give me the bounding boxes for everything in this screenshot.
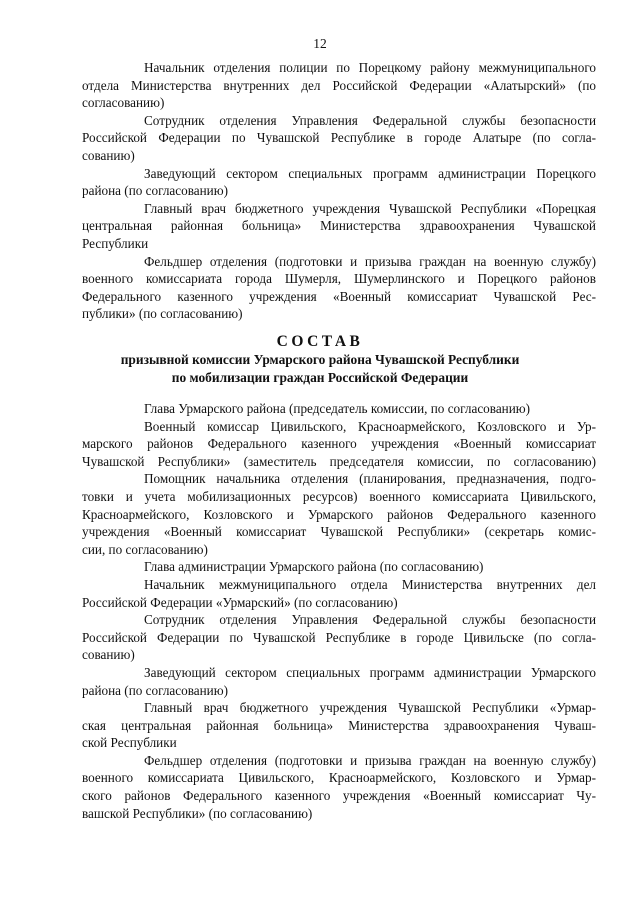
text-line: отдела Министерства внутренних дел Российской Федерации «Алатырский» (по (82, 77, 596, 93)
text-line: ского районов Федерального казенного учреждения «Военный комиссариат Чу- (82, 788, 596, 804)
text-line: Сотрудник отделения Управления Федеральной службы безопасности (144, 112, 596, 128)
text-line: военного комиссариата Цивильского, Красноармейского, Козловского и Урмар- (82, 770, 596, 786)
text-line: Сотрудник отделения Управления Федеральной службы безопасности (144, 612, 596, 628)
text-line: сии, по согласованию) (82, 541, 208, 557)
text-line: публики» (по согласованию) (82, 306, 243, 322)
text-line: ская центральная районная больница» Министерства здравоохранения Чуваш- (82, 717, 596, 733)
text-line: Российской Федерации по Чувашской Республике в городе Цивильске (по согла- (82, 629, 596, 645)
text-line: центральная районная больница» Министерства здравоохранения Чувашской (82, 218, 596, 234)
text-line: района (по согласованию) (82, 682, 228, 698)
text-line: Помощник начальника отделения (планирования, предназначения, подго- (144, 471, 596, 487)
text-line: военного комиссариата города Шумерля, Шумерлинского и Порецкого районов (82, 271, 596, 287)
text-line: Главный врач бюджетного учреждения Чувашской Республики «Порецкая (144, 200, 596, 216)
text-line: Республики (82, 235, 149, 251)
text-line: Заведующий сектором специальных программ администрации Урмарского (144, 664, 596, 680)
text-line: вашской Республики» (по согласованию) (82, 805, 313, 821)
text-line: Глава администрации Урмарского района (по согласованию) (144, 559, 484, 575)
text-line: Фельдшер отделения (подготовки и призыва граждан на военную службу) (144, 752, 596, 768)
text-line: Красноармейского, Козловского и Урмарского районов Федерального казенного (82, 506, 596, 522)
text-line: Чувашской Республики» (заместитель председателя комиссии, по согласованию) (82, 453, 596, 469)
text-line: Глава Урмарского района (председатель комиссии, по согласованию) (144, 401, 531, 416)
text-line: товки и учета мобилизационных ресурсов) военного комиссариата Цивильского, (82, 488, 596, 504)
text-line: Федерального казенного учреждения «Военный комиссариат Чувашской Рес- (82, 288, 596, 304)
text-line: Заведующий сектором специальных программ администрации Порецкого (144, 165, 596, 181)
section-subtitle-line-2: по мобилизации граждан Российской Федерации (171, 370, 469, 385)
text-line: согласованию) (82, 95, 165, 111)
text-line: Начальник межмуниципального отдела Министерства внутренних дел (144, 576, 596, 592)
text-line: Российской Федерации «Урмарский» (по согласованию) (82, 594, 398, 610)
text-line: ской Республики (82, 735, 177, 751)
text-line: Главный врач бюджетного учреждения Чувашской Республики «Урмар- (144, 700, 596, 716)
text-line: сованию) (82, 147, 135, 163)
text-line: района (по согласованию) (82, 183, 228, 199)
text-line: Фельдшер отделения (подготовки и призыва граждан на военную службу) (144, 253, 596, 269)
text-line: марского районов Федерального казенного учреждения «Военный комиссариат (82, 436, 596, 452)
text-line: Российской Федерации по Чувашской Республике в городе Алатыре (по согла- (82, 130, 596, 146)
section-subtitle-line-1: призывной комиссии Урмарского района Чувашской Республики (120, 352, 520, 367)
page-number: 12 (313, 36, 327, 51)
top-member-list (82, 59, 596, 323)
text-line: Военный комиссар Цивильского, Красноармейского, Козловского и Ур- (144, 418, 596, 434)
commission-member-list (82, 400, 596, 822)
text-line: Начальник отделения полиции по Порецкому району межмуниципального (144, 60, 596, 75)
section-title: СОСТАВ (276, 333, 364, 350)
text-line: учреждения «Военный комиссариат Чувашской Республики» (секретарь комис- (82, 524, 596, 540)
text-line: сованию) (82, 647, 135, 663)
